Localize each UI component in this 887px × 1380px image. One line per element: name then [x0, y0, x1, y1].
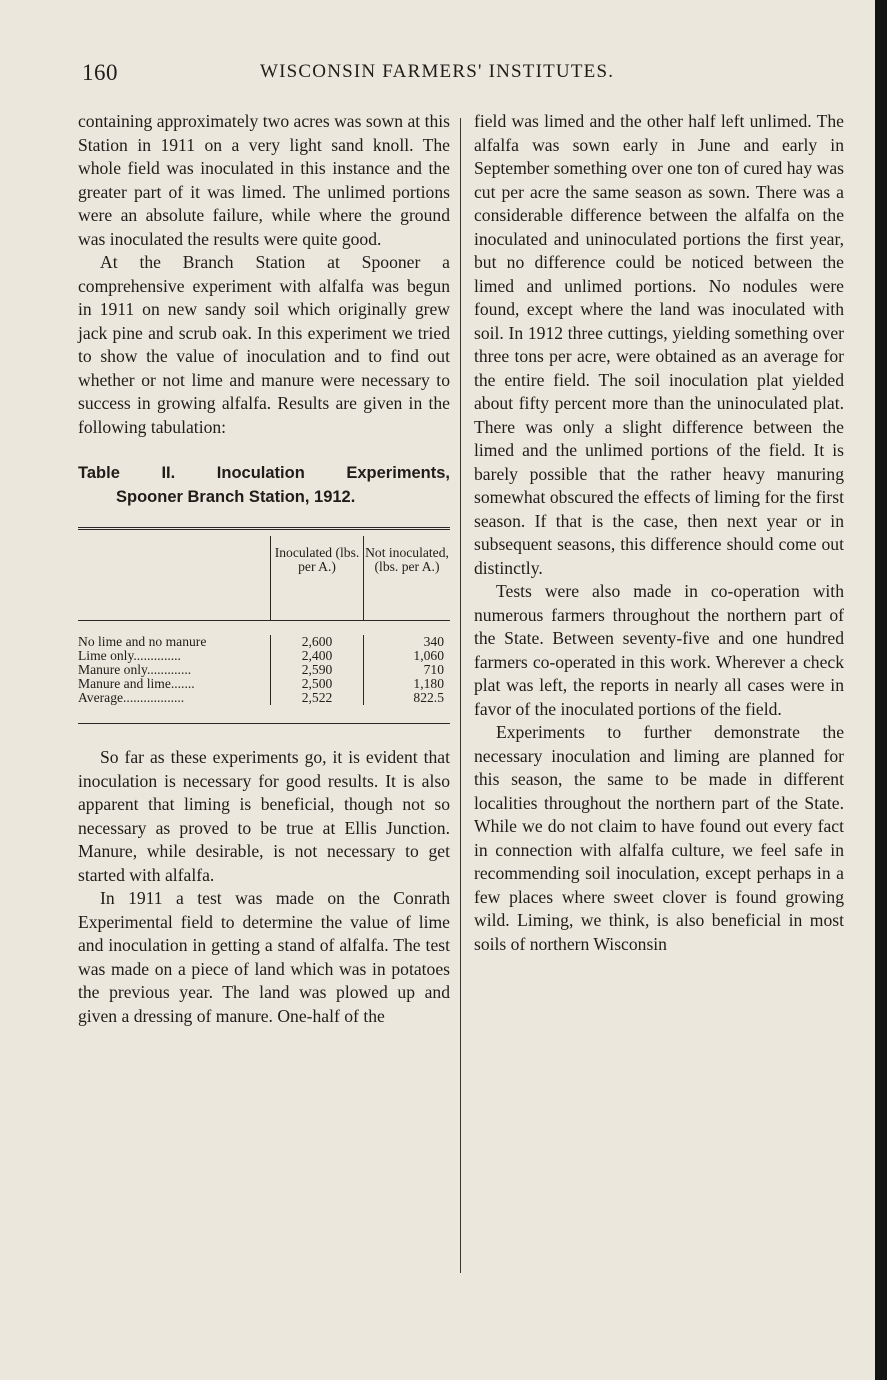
table-cell-inoculated: 2,522 [271, 691, 364, 705]
left-paragraph-1: containing approximately two acres was sown at this Station in 1911 on a very light sand knoll. The whole field was inoculated in this instance and the greater part of it was limed. The unlimed portions were an absolute failure, while where the ground was inoculated the results were quite good. [78, 111, 450, 249]
left-column [78, 110, 450, 1028]
table-row-label: No lime and no manure [78, 635, 271, 649]
table-caption-line-1: Table II. Inoculation Experiments, [78, 464, 450, 482]
right-paragraph-1: field was limed and the other half left unlimed. The alfalfa was sown early in June and early in September something over one ton of cured hay was cut per acre the same season as sown. There was a considerable difference between the alfalfa on the inoculated and uninoculated portions the first year, but no difference could be noticed between the limed and unlimed portions. No nodules were found, except where the land was inoculated with soil. In 1912 three cuttings, yielding something over three tons per acre, were obtained as an average for the entire field. The soil inoculation plat yielded about fifty percent more than the uninoculated plat. There was only a slight difference between the limed and the unlimed portions of the field. It is barely possible that the rather heavy manuring somewhat obscured the effects of liming for the first season. If that is the case, then next year or in subsequent seasons, this difference should come out distinctly. [474, 111, 844, 578]
table-cell-not-inoculated: 1,180 [413, 676, 444, 691]
table-caption-line-2: Spooner Branch Station, 1912. [116, 488, 356, 506]
running-head: WISCONSIN FARMERS' INSTITUTES. [260, 61, 615, 82]
table-caption [78, 461, 450, 509]
table-cell-inoculated: 2,600 [271, 635, 364, 649]
table-row [78, 663, 450, 677]
table-header-blank [78, 536, 271, 620]
right-paragraph-2: Tests were also made in co-operation with numerous farmers throughout the northern part of the State. Between seventy-five and one hundred farmers co-operated in this work. Wherever a check plat was left, the reports in nearly all cases were in favor of the inoculated portions of the field. [474, 581, 844, 719]
table-cell-inoculated: 2,500 [271, 677, 364, 691]
table-row-label: Lime only.............. [78, 649, 271, 663]
left-paragraph-2: At the Branch Station at Spooner a comprehensive experiment with alfalfa was begun in 1911 on new sandy soil which originally grew jack pine and scrub oak. In this experiment we tried to show the value of inoculation and to find out whether or not lime and manure were necessary to success in growing alfalfa. Results are given in the following tabulation: [78, 252, 450, 437]
table-header-row [78, 536, 450, 621]
column-divider [460, 118, 461, 1273]
table-header-not-inoculated: Not inoculated, (lbs. per A.) [365, 545, 449, 574]
table-cell-not-inoculated: 710 [423, 662, 444, 677]
table-header-inoculated: Inoculated (lbs. per A.) [271, 536, 364, 620]
table-cell-inoculated: 2,400 [271, 649, 364, 663]
table-row [78, 677, 450, 691]
inoculation-table [78, 527, 450, 724]
table-row-label: Manure and lime....... [78, 677, 271, 691]
table-cell-not-inoculated: 340 [423, 634, 444, 649]
scan-edge [875, 0, 887, 1380]
table-cell-not-inoculated: 1,060 [413, 648, 444, 663]
table-row [78, 649, 450, 663]
table-cell-not-inoculated: 822.5 [413, 690, 444, 705]
table-row-label: Manure only............. [78, 663, 271, 677]
table-row [78, 635, 450, 649]
table-body [78, 621, 450, 724]
page-number: 160 [82, 60, 118, 85]
right-paragraph-3: Experiments to further demonstrate the necessary inoculation and liming are planned for this season, the same to be made in different localities throughout the northern part of the State. While we do not claim to have found out every fact in connection with alfalfa culture, we feel safe in recommending soil inoculation, except perhaps in a few places where sweet clover is found growing wild. Liming, we think, is also beneficial in most soils of northern Wisconsin [474, 722, 844, 954]
page-header [82, 60, 862, 90]
table-row-label: Average.................. [78, 691, 271, 705]
table-row [78, 691, 450, 705]
table-cell-inoculated: 2,590 [271, 663, 364, 677]
left-paragraph-3: So far as these experiments go, it is evident that inoculation is necessary for good results. It is also apparent that liming is beneficial, though not so necessary as proved to be true at Ellis Junction. Manure, while desirable, is not necessary to get started with alfalfa. [78, 747, 450, 885]
right-column [474, 110, 844, 956]
left-paragraph-4: In 1911 a test was made on the Conrath Experimental field to determine the value of lime and inoculation in getting a stand of alfalfa. The test was made on a piece of land which was in potatoes the previous year. The land was plowed up and given a dressing of manure. One-half of the [78, 888, 450, 1026]
